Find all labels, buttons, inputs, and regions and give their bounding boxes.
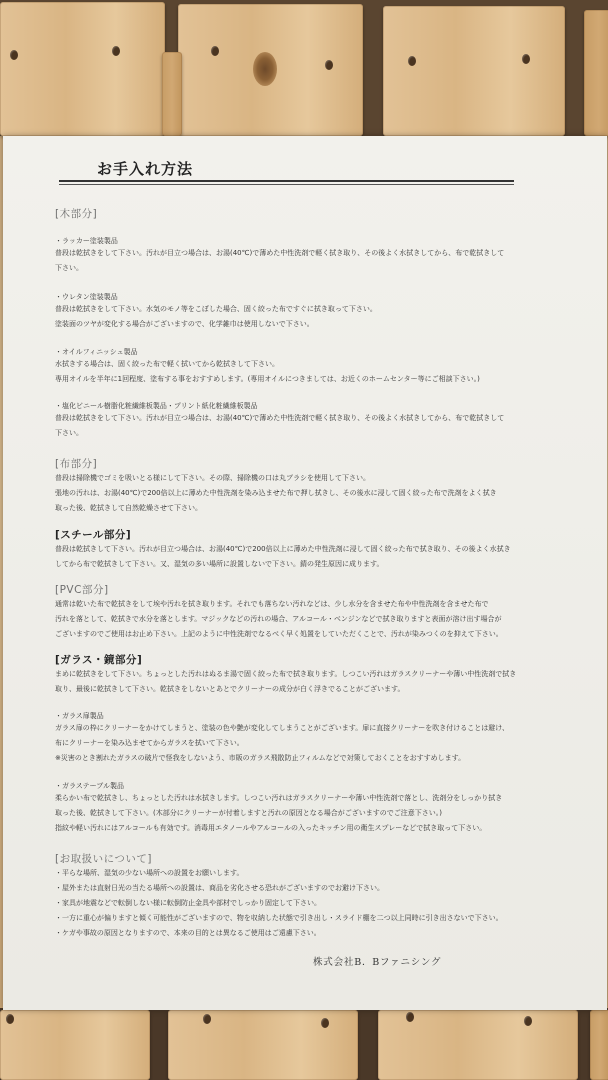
item-urethane [55, 292, 555, 332]
text-line: 布にクリーナーを染み込ませてからガラスを拭いて下さい。 [55, 739, 244, 747]
text-line: してから布で乾拭きして下さい。又、湿気の多い場所に設置しないで下さい。錆の発生原因に成ります。 [55, 560, 384, 568]
wood-knot [253, 52, 277, 86]
wood-plank [162, 52, 182, 136]
section-steel [55, 527, 555, 572]
nail [325, 60, 333, 70]
text-line: ※災害のとき割れたガラスの破片で怪我をしないよう、市販のガラス飛散防止フィルムなどで対策しておくことをおすすめします。 [55, 754, 466, 762]
text-line: ・ケガや事故の原因となりますので、本来の目的とは異なるご使用はご遠慮下さい。 [55, 929, 321, 937]
nail [408, 56, 416, 66]
text-line: 取った後、乾拭きして下さい。(木部分にクリーナーが付着しますと汚れの原因となる場合がございますのでご注意下さい。) [55, 809, 442, 817]
text-line: ・平らな場所、湿気の少ない場所への設置をお願いします。 [55, 869, 244, 877]
nail [522, 54, 530, 64]
nail [112, 46, 120, 56]
item-heading: ・ラッカー塗装製品 [55, 237, 118, 245]
wood-plank [0, 2, 165, 136]
section-heading: [スチール部分] [55, 529, 132, 541]
text-line: 水拭きする場合は、固く絞った布で軽く拭いてから乾拭きして下さい。 [55, 360, 279, 368]
nail [203, 1014, 211, 1024]
text-line: 取り、最後に乾拭きして下さい。乾拭きをしないとあとでクリーナーの成分が白く浮きでることがございます。 [55, 685, 405, 693]
text-line: 通常は乾いた布で乾拭きをして埃や汚れを拭き取ります。それでも落ちない汚れなどは、少し水分を含ませた布や中性洗剤を含ませた布で [55, 600, 489, 608]
item-heading: ・ウレタン塗装製品 [55, 293, 118, 301]
section-heading: [布部分] [55, 458, 98, 470]
wood-plank [168, 1010, 358, 1080]
nail [321, 1018, 329, 1028]
section-glass-mirror [55, 652, 555, 697]
wood-plank [383, 6, 565, 136]
text-line: ございますのでご使用はお止め下さい。上記のように中性洗剤でなるべく早く処置をしていただくことで、汚れが染みつくのを抑えて下さい。 [55, 630, 503, 638]
text-line: 普段は掃除機でゴミを吸いとる様にして下さい。その際、掃除機の口は丸ブラシを使用して下さい。 [55, 474, 370, 482]
item-heading: ・ガラステーブル製品 [55, 782, 125, 790]
section-heading: [ガラス・鏡部分] [55, 654, 143, 666]
wood-plank [0, 1010, 150, 1080]
text-line: ガラス扉の枠にクリーナーをかけてしまうと、塗装の色や艶が変化してしまうことがございます。扉に直接クリーナーを吹き付けることは避け、 [55, 724, 509, 732]
section-heading: [お取扱いについて] [55, 853, 152, 865]
text-line: ・家具が地震などで転倒しない様に転倒防止金具や部材でしっかり固定して下さい。 [55, 899, 321, 907]
item-heading: ・ガラス扉製品 [55, 712, 104, 720]
item-glass-table [55, 781, 555, 836]
nail [406, 1012, 414, 1022]
wood-plank [590, 1010, 608, 1080]
section-fabric [55, 456, 555, 516]
title-underline-thin [59, 184, 514, 185]
item-lacquer [55, 236, 555, 276]
text-line: 塗装面のツヤが変化する場合がございますので、化学雑巾は使用しないで下さい。 [55, 320, 314, 328]
item-oil-finish [55, 347, 555, 387]
item-glass-door [55, 711, 555, 766]
text-line: 張地の汚れは、お湯(40℃)で200倍以上に薄めた中性洗剤を染み込ませた布で押し拭きし、その後水に浸して固く絞った布で洗剤をよく拭き [55, 489, 497, 497]
text-line: 汚れを落として、乾拭きで水分を落とします。マジックなどの汚れの場合、アルコール・ベンジンなどで拭き取りますと表面が溶け出す場合が [55, 615, 502, 623]
text-line: 普段は乾拭きをして下さい。水気のモノ等をこぼした場合、固く絞った布ですぐに拭き取って下さい。 [55, 305, 377, 313]
wood-plank [584, 10, 608, 136]
text-line: 指紋や軽い汚れにはアルコールも有効です。消毒用エタノールやアルコールの入ったキッチン用の衛生スプレーなどで拭き取って下さい。 [55, 824, 487, 832]
document-title: お手入れ方法 [97, 160, 194, 178]
text-line: 普段は乾拭きして下さい。汚れが目立つ場合は、お湯(40℃)で200倍以上に薄めた中性洗剤に浸して固く絞った布で拭き取り、その後よく水拭き [55, 545, 511, 553]
text-line: 下さい。 [55, 429, 83, 437]
nail [211, 46, 219, 56]
item-heading: ・オイルフィニッシュ製品 [55, 348, 138, 356]
text-line: 普段は乾拭きをして下さい。汚れが目立つ場合は、お湯(40℃)で薄めた中性洗剤で軽く拭き取り、その後よく水拭きしてから、布で乾拭きして [55, 414, 505, 422]
text-line: ・一方に重心が偏りますと傾く可能性がございますので、物を収納した状態で引き出し・スライド棚を二つ以上同時に引き出さないで下さい。 [55, 914, 503, 922]
text-line: 取った後、乾拭きして自然乾燥させて下さい。 [55, 504, 202, 512]
text-line: ・屋外または直射日光の当たる場所への設置は、商品を劣化させる恐れがございますのでお避け下さい。 [55, 884, 384, 892]
title-underline [59, 180, 514, 182]
section-pvc [55, 582, 555, 642]
text-line: 専用オイルを半年に1回程度、塗布する事をおすすめします。(専用オイルにつきましては、お近くのホームセンター等にご相談下さい。) [55, 375, 480, 383]
text-line: まめに乾拭きをして下さい。ちょっとした汚れはぬるま湯で固く絞った布で拭き取ります。しつこい汚れはガラスクリーナーや薄い中性洗剤で拭き [55, 670, 517, 678]
section-wood [55, 206, 555, 221]
text-line: 下さい。 [55, 264, 83, 272]
nail [524, 1016, 532, 1026]
item-heading: ・塩化ビニール樹脂化粧繊維板製品・プリント紙化粧繊維板製品 [55, 402, 258, 410]
nail [10, 50, 18, 60]
section-heading: [PVC部分] [55, 584, 109, 596]
text-line: 柔らかい布で乾拭きし、ちょっとした汚れは水拭きします。しつこい汚れはガラスクリーナーや薄い中性洗剤で落とし、洗剤分をしっかり拭き [55, 794, 503, 802]
section-heading: [木部分] [55, 208, 98, 220]
section-handling [55, 851, 555, 941]
nail [6, 1014, 14, 1024]
care-instructions-sheet [3, 136, 607, 1010]
text-line: 普段は乾拭きをして下さい。汚れが目立つ場合は、お湯(40℃)で薄めた中性洗剤で軽く拭き取り、その後よく水拭きしてから、布で乾拭きして [55, 249, 505, 257]
company-name: 株式会社B．Bファニシング [313, 957, 442, 968]
item-pvc-board [55, 401, 555, 441]
